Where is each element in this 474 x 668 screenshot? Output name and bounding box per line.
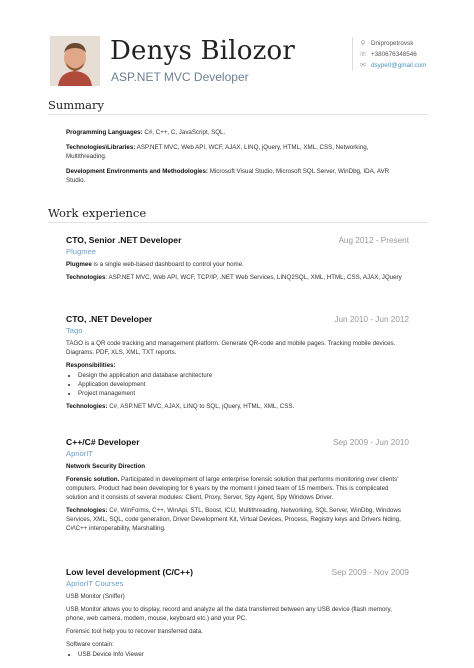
job-date: Aug 2012 - Present [338, 236, 409, 245]
summary-item-text: Microsoft Visual Studio, Microsoft SQL Server, WinDbg, IDA, AVR Studio. [66, 168, 390, 184]
summary-divider [48, 114, 428, 115]
profile-photo [50, 36, 100, 86]
envelope-icon: ✉ [360, 62, 366, 69]
summary-item-text: ASP.NET MVC, Web API, WCF, AJAX, LINQ, jQuery, HTML, XML, CSS, Networking, Multithreading. [66, 144, 369, 160]
job-description: TAGO is a QR code tracking and management platform. Generate QR-code and mobile pages. Tracking mobile devices. Diagrams. PDF, XLS, XML, TXT reports. [66, 340, 396, 356]
job-technologies [66, 273, 409, 282]
job-description [66, 475, 409, 502]
job-description [66, 260, 409, 269]
job-responsibilities-label-text: Responsibilities: [66, 362, 116, 369]
job-entry [66, 236, 409, 286]
summary-item-text: C#, C++, C, JavaScript, SQL. [142, 129, 226, 136]
summary-item [66, 128, 408, 137]
job-software-label: Software contain: [66, 641, 114, 648]
job-subtitle: USB Monitor (Sniffer) [66, 593, 125, 600]
job-technologies-label: Technologies: [66, 403, 108, 410]
job-description-bold: Forensic solution. [66, 476, 120, 483]
job-responsibilities-label [66, 361, 409, 370]
job-description-text: is a single web-based dashboard to control your home. [91, 261, 244, 268]
job-technologies-text: C#, ASP.NET MVC, AJAX, LINQ to SQL, jQuery, HTML, XML, CSS. [107, 403, 295, 410]
job-entry [66, 438, 409, 537]
summary-heading: Summary [48, 98, 104, 112]
contact-email[interactable] [359, 60, 449, 71]
location-text: Dnipropetrovsk [371, 40, 414, 47]
job-role: C++/C# Developer [66, 437, 140, 447]
job-technologies [66, 402, 409, 411]
job-company[interactable]: ApriorIT Courses [66, 579, 124, 588]
summary-item-label: Development Environments and Methodologies: [66, 168, 208, 175]
summary-item [66, 143, 408, 161]
job-technologies-label: Technologies [66, 274, 106, 281]
job-description-extra: Forensic tool help you to recover transferred data. [66, 628, 203, 635]
phone-text: +380676348546 [371, 51, 417, 58]
experience-divider [48, 222, 428, 223]
job-entry [66, 315, 409, 415]
job-role: CTO, Senior .NET Developer [66, 235, 182, 245]
job-technologies-text: C#, WinForms, C++, WinApi, STL, Boost, ICU, Multithreading, Networking, SQL Server, WinDbg, Windows Services, XML, SQL, code generation, Driver Development Kit, Virtual Devices, Process, Registry keys and Drivers hiding, C#\C++ interoperability, Marshalling. [66, 507, 401, 532]
list-item: • Design the application and database architecture [78, 371, 409, 380]
email-link[interactable]: dsype0@gmail.com [371, 62, 427, 69]
candidate-title: ASP.NET MVC Developer [111, 70, 249, 84]
job-company[interactable]: Plugmee [66, 247, 96, 256]
phone-icon: ☏ [359, 51, 368, 58]
contact-info [359, 38, 449, 71]
summary-item-label: Programming Languages: [66, 129, 143, 136]
job-description-bold: Plugmee [66, 261, 92, 268]
job-company[interactable]: Tago [66, 326, 83, 335]
summary-item-label: Technologies\Libraries: [66, 144, 136, 151]
job-date: Sep 2009 - Nov 2009 [331, 568, 409, 577]
job-description: USB Monitor allows you to display, record and analyze all the data transferred between any USB device (flash memory, phone, web camera, modem, mouse, keyboard etc.) and your PC. [66, 606, 392, 622]
list-item: • Project management [78, 389, 409, 398]
job-company[interactable]: ApriorIT [66, 449, 94, 458]
job-software-list [66, 650, 409, 659]
job-date: Jun 2010 - Jun 2012 [334, 315, 409, 324]
job-technologies-label: Technologies: [66, 507, 108, 514]
list-item: • USB Device Info Viewer [78, 650, 409, 659]
job-subtitle [66, 462, 409, 471]
location-pin-icon: ⚲ [360, 40, 366, 47]
contact-location [359, 38, 449, 49]
job-responsibilities-list [66, 371, 409, 398]
job-subtitle-text: Network Security Direction [66, 463, 146, 470]
job-description-text: Participated in development of large enterprise forensic solution that performs monitoring over clients' computers. Product had been developing for 6 years by the moment I joined team of 15 members. This is complicated solution and it consists of several modules: Client, Proxy, Server, Spy Agent, Spy Windows Driver. [66, 476, 399, 501]
job-role: Low level development (C/C++) [66, 567, 194, 577]
experience-heading: Work experience [48, 206, 147, 220]
candidate-name: Denys Bilozor [110, 36, 296, 66]
job-technologies-text: : ASP.NET MVC, Web API, WCF, TCP/IP, .NET Web Services, LINQ2SQL, XML, HTML, CSS, AJAX, JQuery [105, 274, 402, 281]
job-entry [66, 568, 409, 663]
job-role: CTO, .NET Developer [66, 314, 153, 324]
summary-block [66, 128, 408, 191]
summary-item [66, 167, 408, 185]
job-date: Sep 2009 - Jun 2010 [332, 438, 409, 447]
contact-divider [352, 37, 353, 71]
list-item: • Application development [78, 380, 409, 389]
job-technologies [66, 506, 409, 533]
contact-phone [359, 49, 449, 60]
